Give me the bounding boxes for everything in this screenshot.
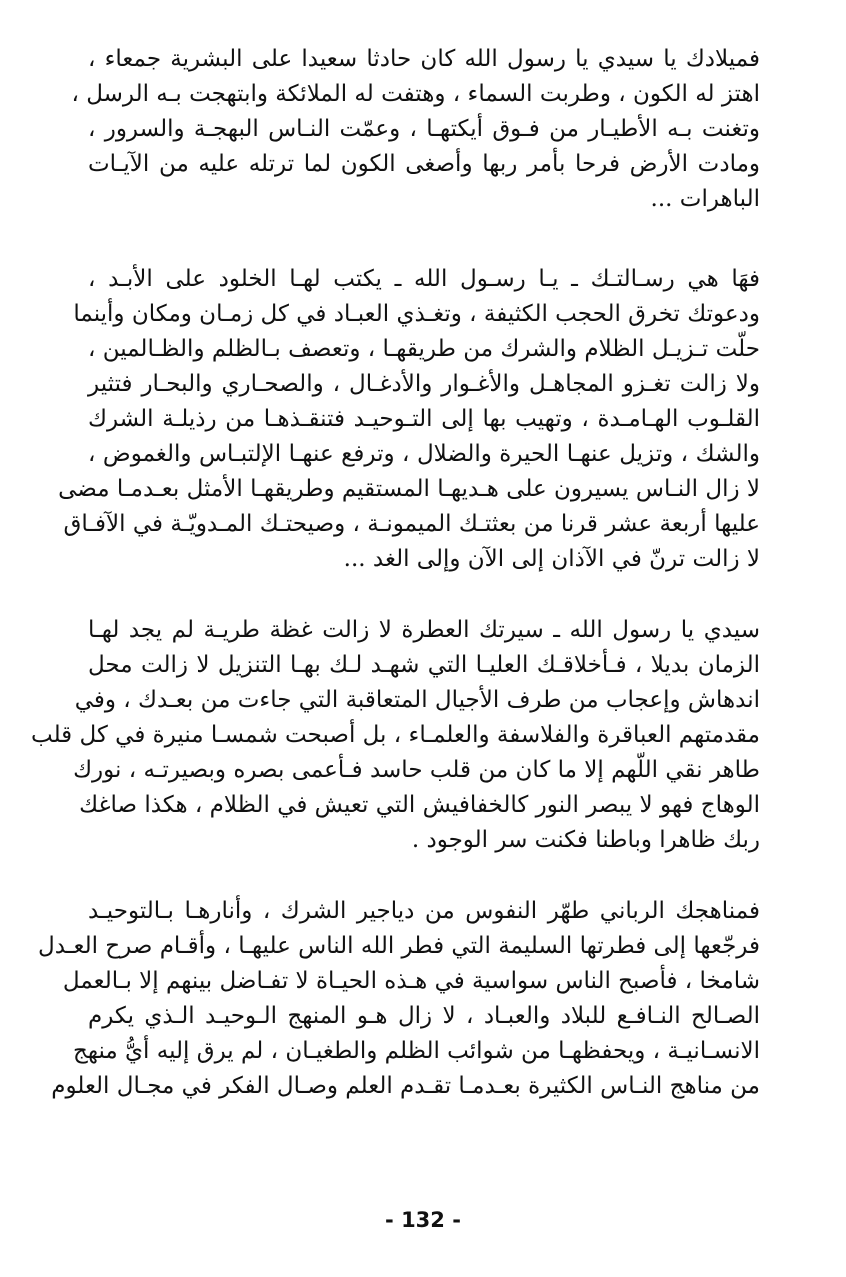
text-line: اهتز له الكون ، وطربت السماء ، وهتفت له الملائكة وابتهجت بـه الرسل ،: [71, 81, 760, 107]
text-line: لا زالت ترنّ في الآذان إلى الآن وإلى الغد ...: [343, 546, 760, 572]
text-line: لا زال النـاس يسيرون على هـديهـا المستقيم وطريقهـا الأمثل بعـدمـا مضى: [58, 476, 760, 502]
text-line: الزمان بديلا ، فـأخلاقـك العليـا التي شهـد لـك بهـا التنزيل لا زالت محل: [88, 652, 760, 678]
text-line: الانسـانيـة ، ويحفظهـا من شوائب الظلم والطغيـان ، لم يرق إليه أيُّ منهج: [73, 1038, 760, 1064]
page-number: - 132 -: [385, 1208, 461, 1232]
text-line: شامخا ، فأصبح الناس سواسية في هـذه الحيـاة لا تفـاضل بينهم إلا بـالعمل: [62, 968, 760, 994]
text-line: ربك ظاهرا وباطنا فكنت سر الوجود .: [411, 827, 760, 853]
text-line: سيدي يا رسول الله ـ سيرتك العطرة لا زالت غظة طريـة لم يجد لهـا: [88, 617, 760, 643]
text-line: فميلادك يا سيدي يا رسول الله كان حادثا سعيدا على البشرية جمعاء ،: [88, 46, 760, 72]
page-body: [30, 42, 760, 1104]
paragraph-4: [37, 894, 760, 1104]
text-line: حلّت تـزيـل الظلام والشرك من طريقهـا ، وتعصف بـالظلم والظـالمين ،: [87, 336, 760, 362]
paragraph-gap: [88, 577, 760, 613]
text-line: القلـوب الهـامـدة ، وتهيب بها إلى التـوحيـد فتنقـذهـا من رذيلـة الشرك: [88, 406, 760, 432]
text-line: ودعوتك تخرق الحجب الكثيفة ، وتغـذي العبـاد في كل زمـان ومكان وأينما: [73, 301, 760, 327]
text-line: وتغنت بـه الأطيـار من فـوق أيكتهـا ، وعمّت النـاس البهجـة والسرور ،: [88, 116, 760, 142]
text-line: من مناهج النـاس الكثيرة بعـدمـا تقـدم العلم وصـال الفكر في مجـال العلوم: [51, 1073, 760, 1099]
text-line: فرجّعها إلى فطرتها السليمة التي فطر الله الناس عليهـا ، وأقـام صرح العـدل: [37, 933, 760, 959]
text-line: عليها أربعة عشر قرنا من بعثتـك الميمونـة ، وصيحتـك المـدويّـة في الآفـاق: [63, 511, 760, 537]
text-line: ولا زالت تغـزو المجاهـل والأغـوار والأدغـال ، والصحـاري والبحـار فتثير: [88, 371, 760, 397]
text-line: الباهرات ...: [650, 186, 760, 212]
paragraph-1: [71, 42, 760, 217]
text-line: فهَا هي رسـالتـك ـ يـا رسـول الله ـ يكتب لهـا الخلود على الأبـد ،: [88, 266, 760, 292]
text-line: الوهاج فهو لا يبصر النور كالخفافيش التي تعيش في الظلام ، هكذا صاغك: [79, 792, 760, 818]
text-line: اندهاش وإعجاب من طرف الأجيال المتعاقبة التي جاءت من بعـدك ، وفي: [74, 687, 760, 713]
text-line: ومادت الأرض فرحا بأمر ربها وأصغى الكون لما ترتله عليه من الآيـات: [88, 151, 760, 177]
text-line: والشك ، وتزيل عنهـا الحيرة والضلال ، وترفع عنهـا الإلتبـاس والغموض ،: [88, 441, 760, 467]
paragraph-2: [58, 262, 760, 577]
paragraph-gap: [88, 858, 760, 894]
text-line: مقدمتهم العباقرة والفلاسفة والعلمـاء ، بل أصبحت شمسـا منيرة في كل قلب: [30, 722, 760, 748]
text-line: الصـالح النـافـع للبلاد والعبـاد ، لا زال هـو المنهج الـوحيـد الـذي يكرم: [88, 1003, 760, 1029]
text-line: فمناهجك الرباني طهّر النفوس من دياجير الشرك ، وأنارهـا بـالتوحيـد: [88, 898, 760, 924]
paragraph-3: [30, 613, 760, 858]
text-line: طاهر نقي اللّهم إلا ما كان من قلب حاسد فـأعمى بصره وبصيرتـه ، نورك: [73, 757, 760, 783]
paragraph-gap: [88, 217, 760, 262]
